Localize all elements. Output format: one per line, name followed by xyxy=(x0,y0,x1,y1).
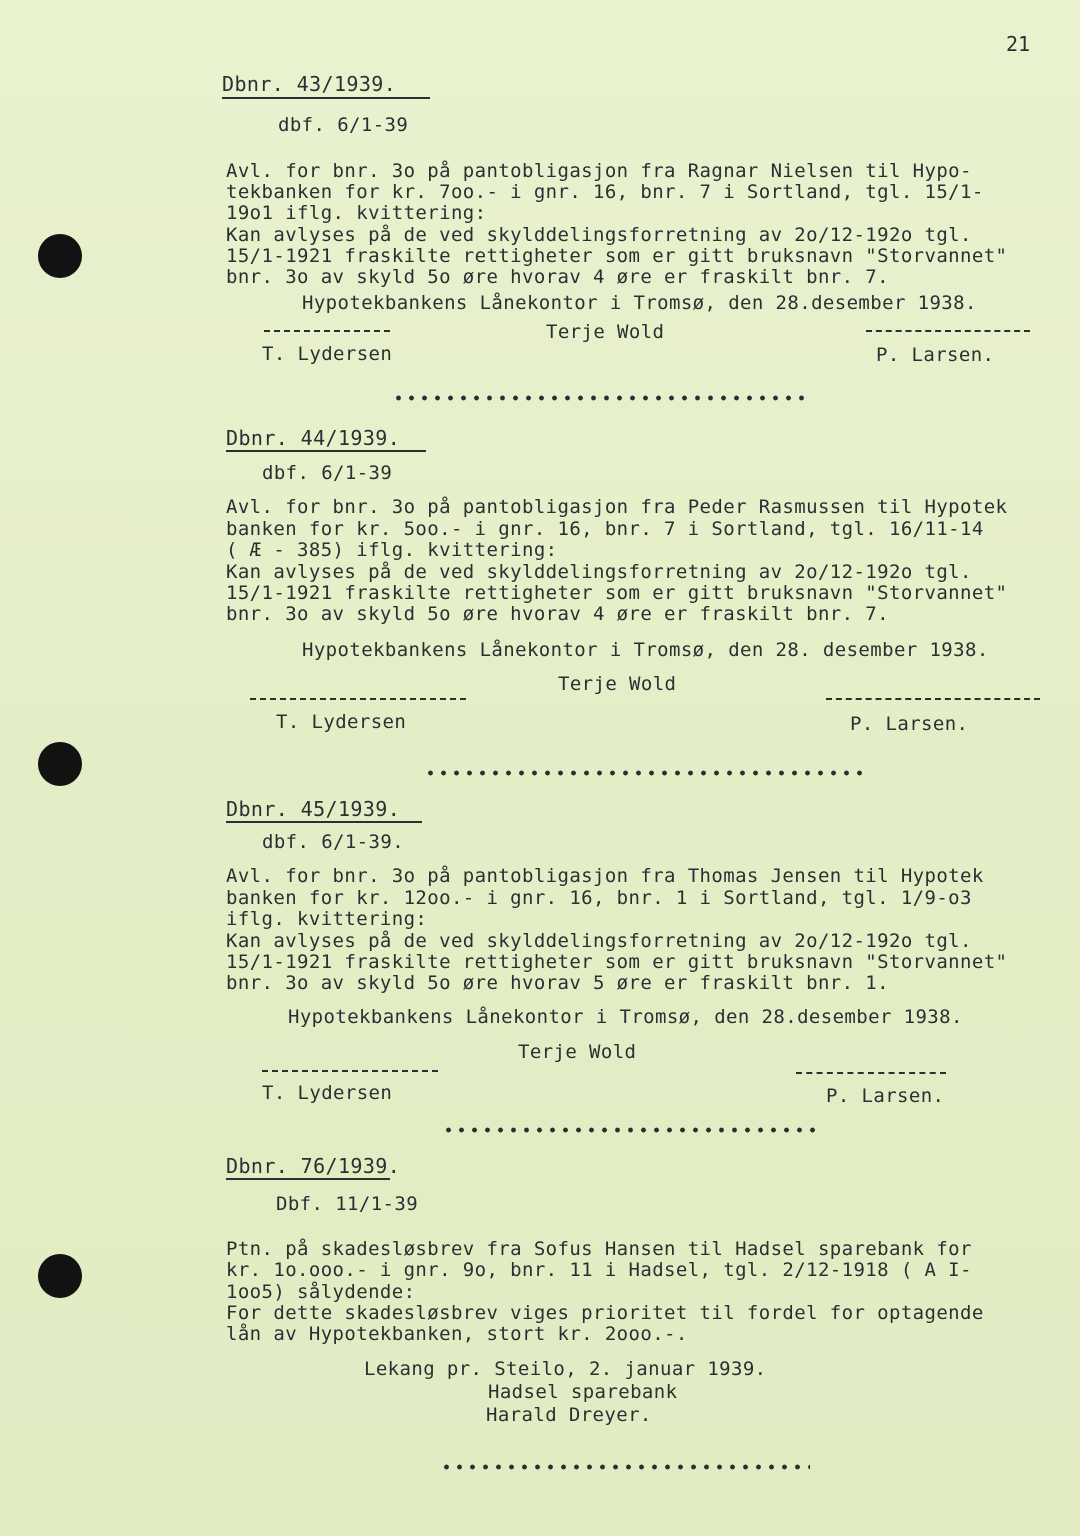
center-signer: Terje Wold xyxy=(546,321,665,343)
header-underline xyxy=(226,1178,390,1180)
signature-line xyxy=(250,698,466,700)
signature-line xyxy=(262,1070,438,1072)
body-line: 15/1-1921 fraskilte rettigheter som er gitt bruksnavn "Storvannet" xyxy=(226,582,1008,604)
right-signer: P. Larsen. xyxy=(876,344,995,366)
body-line: banken for kr. 5oo.- i gnr. 16, bnr. 7 i Sortland, tgl. 16/11-14 xyxy=(226,518,984,540)
punch-hole xyxy=(38,1254,82,1298)
punch-hole xyxy=(38,742,82,786)
body-line: bnr. 3o av skyld 5o øre hvorav 4 øre er fraskilt bnr. 7. xyxy=(226,266,889,288)
closing-line: Lekang pr. Steilo, 2. januar 1939. xyxy=(364,1358,767,1380)
center-signer: Terje Wold xyxy=(518,1041,637,1063)
signature-line xyxy=(264,330,390,332)
left-signer: T. Lydersen xyxy=(262,343,393,365)
punch-hole xyxy=(38,234,82,278)
entry-header: Dbnr. 43/1939. xyxy=(222,72,397,96)
left-signer: T. Lydersen xyxy=(262,1082,393,1104)
body-line: Avl. for bnr. 3o på pantobligasjon fra Peder Rasmussen til Hypotek xyxy=(226,496,1008,518)
body-line: banken for kr. 12oo.- i gnr. 16, bnr. 1 i Sortland, tgl. 1/9-o3 xyxy=(226,887,972,909)
header-underline xyxy=(226,450,426,452)
body-line: 15/1-1921 fraskilte rettigheter som er gitt bruksnavn "Storvannet" xyxy=(226,951,1008,973)
signature-line xyxy=(826,698,1040,700)
body-line: 15/1-1921 fraskilte rettigheter som er gitt bruksnavn "Storvannet" xyxy=(226,245,1008,267)
office-line: Hypotekbankens Lånekontor i Tromsø, den 28.desember 1938. xyxy=(302,292,977,314)
body-line: kr. 1o.ooo.- i gnr. 9o, bnr. 11 i Hadsel, tgl. 2/12-1918 ( A I- xyxy=(226,1259,972,1281)
dotted-separator xyxy=(442,1127,822,1133)
entry-dbf: Dbf. 11/1-39 xyxy=(276,1193,419,1215)
signature-line xyxy=(866,330,1030,332)
office-line: Hypotekbankens Lånekontor i Tromsø, den 28.desember 1938. xyxy=(288,1006,963,1028)
entry-header: Dbnr. 76/1939. xyxy=(226,1154,401,1178)
dotted-separator xyxy=(392,395,812,401)
entry-dbf: dbf. 6/1-39 xyxy=(278,114,409,136)
entry-header: Dbnr. 45/1939. xyxy=(226,797,401,821)
body-line: tekbanken for kr. 7oo.- i gnr. 16, bnr. 7 i Sortland, tgl. 15/1- xyxy=(226,181,984,203)
page-number: 21 xyxy=(1006,32,1031,56)
body-line: Avl. for bnr. 3o på pantobligasjon fra Ragnar Nielsen til Hypo- xyxy=(226,160,972,182)
body-line: Kan avlyses på de ved skylddelingsforretning av 2o/12-192o tgl. xyxy=(226,561,972,583)
entry-dbf: dbf. 6/1-39 xyxy=(262,462,393,484)
right-signer: P. Larsen. xyxy=(850,713,969,735)
body-line: ( Æ - 385) iflg. kvittering: xyxy=(226,539,558,561)
left-signer: T. Lydersen xyxy=(276,711,407,733)
body-line: iflg. kvittering: xyxy=(226,908,428,930)
body-line: bnr. 3o av skyld 5o øre hvorav 5 øre er fraskilt bnr. 1. xyxy=(226,972,889,994)
body-line: Ptn. på skadesløsbrev fra Sofus Hansen til Hadsel sparebank for xyxy=(226,1238,972,1260)
body-line: Kan avlyses på de ved skylddelingsforretning av 2o/12-192o tgl. xyxy=(226,930,972,952)
closing-line: Harald Dreyer. xyxy=(486,1404,652,1426)
signature-line xyxy=(796,1072,946,1074)
body-line: 1oo5) sålydende: xyxy=(226,1281,416,1303)
center-signer: Terje Wold xyxy=(558,673,677,695)
body-line: lån av Hypotekbanken, stort kr. 2ooo.-. xyxy=(226,1323,688,1345)
body-line: For dette skadesløsbrev viges prioritet til fordel for optagende xyxy=(226,1302,984,1324)
dotted-separator xyxy=(424,770,864,776)
header-underline xyxy=(222,97,430,99)
header-underline xyxy=(226,821,422,823)
body-line: Avl. for bnr. 3o på pantobligasjon fra Thomas Jensen til Hypotek xyxy=(226,865,984,887)
dotted-separator xyxy=(440,1464,810,1470)
entry-dbf: dbf. 6/1-39. xyxy=(262,831,405,853)
body-line: bnr. 3o av skyld 5o øre hvorav 4 øre er fraskilt bnr. 7. xyxy=(226,603,889,625)
right-signer: P. Larsen. xyxy=(826,1085,945,1107)
entry-header: Dbnr. 44/1939. xyxy=(226,426,401,450)
body-line: Kan avlyses på de ved skylddelingsforretning av 2o/12-192o tgl. xyxy=(226,224,972,246)
body-line: 19o1 iflg. kvittering: xyxy=(226,202,487,224)
office-line: Hypotekbankens Lånekontor i Tromsø, den 28. desember 1938. xyxy=(302,639,989,661)
closing-line: Hadsel sparebank xyxy=(488,1381,678,1403)
